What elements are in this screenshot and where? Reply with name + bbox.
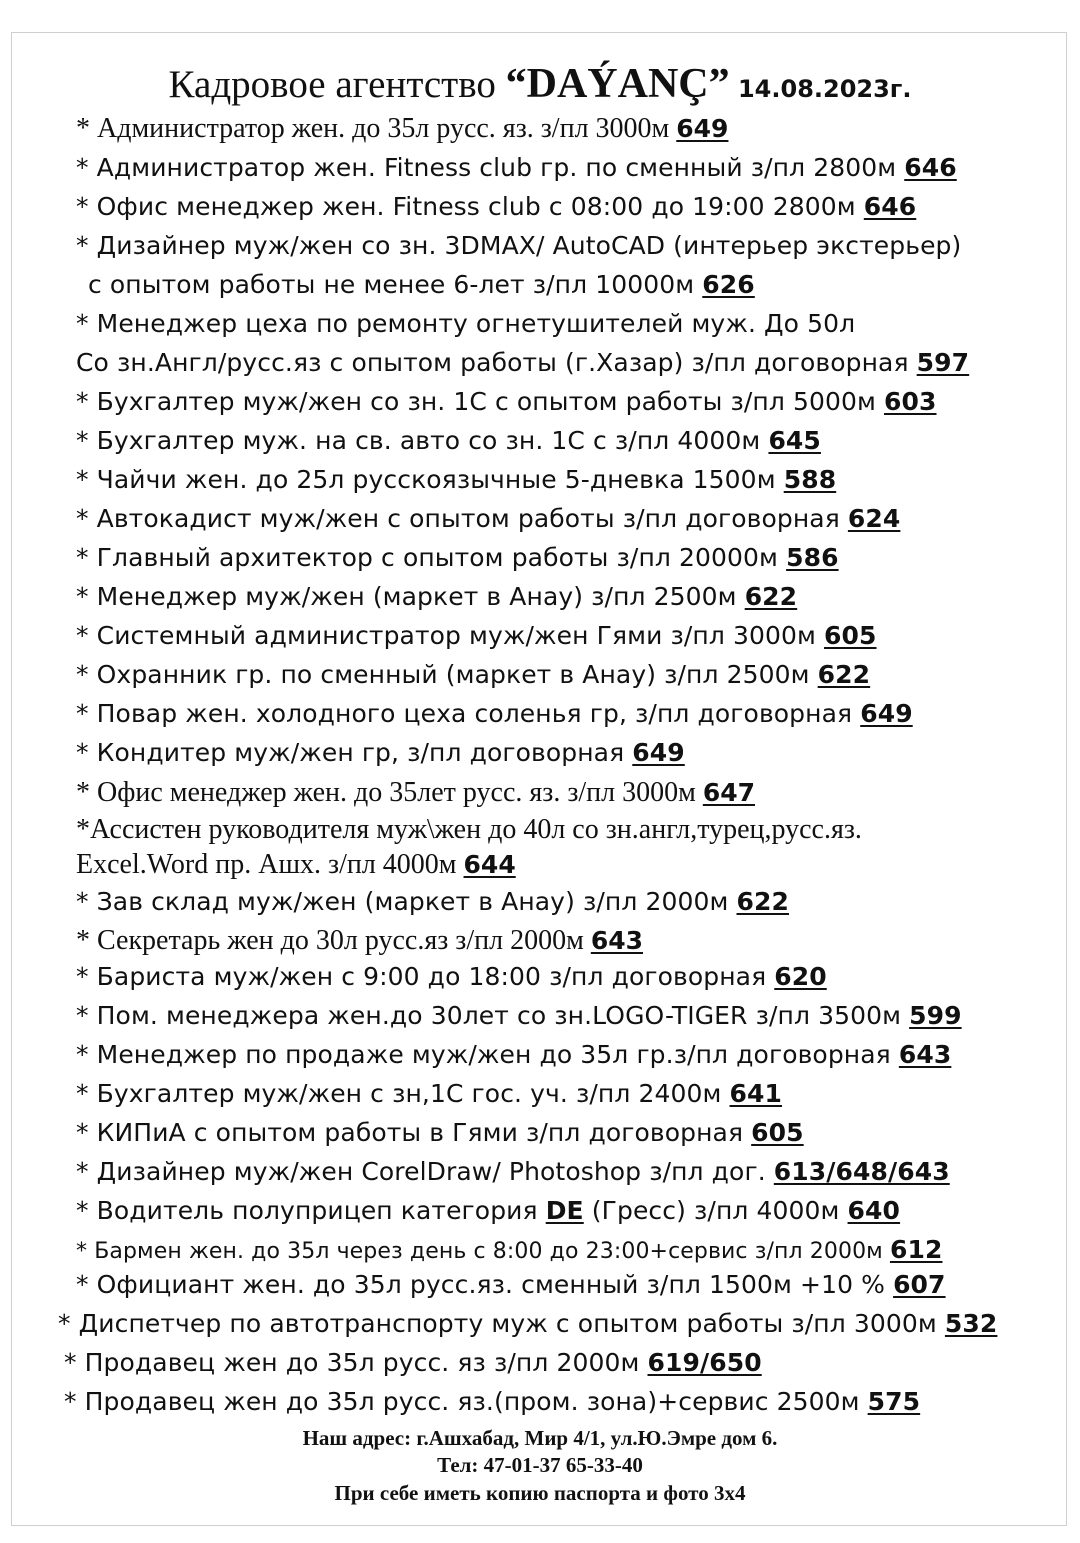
vacancy-line	[76, 428, 821, 453]
vacancy-code: 643	[590, 926, 643, 955]
vacancy-text: * Водитель полуприцеп категория	[76, 1196, 546, 1225]
vacancy-line	[76, 350, 969, 375]
vacancy-code: 605	[751, 1118, 804, 1147]
vacancy-text: * Главный архитектор с опытом работы з/пл 20000м	[76, 543, 787, 572]
vacancy-code: 607	[893, 1270, 946, 1299]
title-date: 14.08.2023г.	[729, 75, 912, 103]
vacancy-line	[76, 389, 937, 414]
vacancy-code: 619/650	[647, 1348, 762, 1377]
vacancy-text: * Дизайнер муж/жен со зн. 3DMAX/ AutoCAD (интерьер экстерьер)	[76, 231, 962, 260]
vacancy-line	[76, 1159, 950, 1184]
vacancy-text: * Чайчи жен. до 25л русскоязычные 5-дневка 1500м	[76, 465, 784, 494]
vacancy-line	[76, 740, 685, 765]
vacancy-line	[76, 851, 516, 879]
vacancy-line	[76, 816, 862, 844]
vacancy-code: 647	[702, 778, 756, 807]
vacancy-text: * Офис менеджер жен. до 35лет русс. яз. з/пл 3000м	[76, 777, 703, 808]
vacancy-text: * Диспетчер по автотранспорту муж с опытом работы з/пл 3000м	[58, 1309, 945, 1338]
vacancy-code: 588	[783, 465, 837, 494]
vacancy-line	[76, 584, 797, 609]
vacancy-text: * Администратор жен. до 35л русс. яз. з/пл 3000м	[76, 113, 677, 144]
vacancy-code: 644	[463, 850, 516, 879]
vacancy-text: * Системный администратор муж/жен Гями з/пл 3000м	[76, 621, 825, 650]
vacancy-code: 624	[847, 504, 901, 533]
vacancy-line	[76, 1042, 951, 1067]
vacancy-line	[76, 1003, 962, 1028]
vacancy-text: * Продавец жен до 35л русс. яз.(пром. зона)+сервис 2500м	[64, 1387, 868, 1416]
vacancy-text: * Зав склад муж/жен (маркет в Анау) з/пл 2000м	[76, 887, 737, 916]
vacancy-line	[76, 506, 900, 531]
vacancy-line	[58, 1311, 997, 1336]
vacancy-text: * Пом. менеджера жен.до 30лет со зн.LOGO-TIGER з/пл 3500м	[76, 1001, 910, 1030]
vacancy-code: 586	[786, 543, 839, 572]
vacancy-code: 626	[702, 270, 755, 299]
vacancy-code: 603	[884, 387, 937, 416]
vacancy-code: 646	[904, 153, 957, 182]
vacancy-code: 649	[632, 738, 685, 767]
footer-phones: Тел: 47-01-37 65-33-40	[437, 1453, 643, 1477]
vacancy-text: * Бухгалтер муж/жен со зн. 1С с опытом работы з/пл 5000м	[76, 387, 885, 416]
vacancy-text: * Повар жен. холодного цеха соленья гр, з/пл договорная	[76, 699, 861, 728]
vacancy-line	[76, 1272, 946, 1297]
vacancy-text: * Бухгалтер муж. на св. авто со зн. 1С с з/пл 4000м	[76, 426, 769, 455]
vacancy-line	[88, 272, 755, 297]
vacancy-code: 622	[744, 582, 798, 611]
footer-note: При себе иметь копию паспорта и фото 3х4	[334, 1481, 746, 1505]
vacancy-line	[76, 927, 643, 955]
vacancy-text: * Менеджер муж/жен (маркет в Анау) з/пл 2500м	[76, 582, 745, 611]
vacancy-line	[64, 1389, 920, 1414]
vacancy-code: 649	[676, 114, 729, 143]
vacancy-code: 575	[867, 1387, 921, 1416]
vacancy-code: 612	[889, 1235, 943, 1264]
vacancy-text: * Автокадист муж/жен с опытом работы з/пл договорная	[76, 504, 848, 533]
vacancy-code: 640	[847, 1196, 901, 1225]
footer-address: Наш адрес: г.Ашхабад, Мир 4/1, ул.Ю.Эмре дом 6.	[302, 1426, 778, 1450]
vacancy-code: 620	[774, 962, 827, 991]
vacancy-line	[64, 1350, 762, 1375]
title-brand: “DAÝANÇ”	[505, 61, 730, 107]
vacancy-code: 641	[729, 1079, 783, 1108]
vacancy-line	[76, 779, 755, 807]
vacancy-text: * Администратор жен. Fitness club гр. по сменный з/пл 2800м	[76, 153, 905, 182]
vacancy-text: Со зн.Англ/русс.яз с опытом работы (г.Хазар) з/пл договорная	[76, 348, 917, 377]
vacancy-line	[76, 311, 855, 336]
vacancy-text: * Кондитер муж/жен гр, з/пл договорная	[76, 738, 633, 767]
vacancy-text: *Ассистен руководителя муж\жен до 40л со зн.англ,турец,русс.яз.	[76, 814, 862, 845]
vacancy-line	[76, 115, 728, 143]
vacancy-text: * Бариста муж/жен с 9:00 до 18:00 з/пл договорная	[76, 962, 775, 991]
vacancy-line	[76, 1081, 782, 1106]
vacancy-text: * Бухгалтер муж/жен с зн,1С гос. уч. з/пл 2400м	[76, 1079, 730, 1108]
vacancy-line	[76, 889, 789, 914]
vacancy-line	[76, 1237, 942, 1263]
vacancy-line	[76, 1198, 900, 1223]
vacancy-code: 646	[863, 192, 917, 221]
vacancy-code: 532	[944, 1309, 998, 1338]
vacancy-code: 599	[909, 1001, 962, 1030]
vacancy-line	[76, 155, 957, 180]
page-title	[0, 60, 1080, 108]
vacancy-line	[76, 467, 836, 492]
vacancy-line	[76, 623, 877, 648]
title-agency: Кадровое агентство	[168, 63, 506, 106]
vacancy-code: 597	[916, 348, 970, 377]
vacancy-line	[76, 701, 913, 726]
vacancy-text: * Менеджер цеха по ремонту огнетушителей муж. До 50л	[76, 309, 856, 338]
vacancy-text: * Бармен жен. до 35л через день с 8:00 до 23:00+сервис з/пл 2000м	[76, 1239, 890, 1264]
vacancy-code: 645	[768, 426, 821, 455]
vacancy-code: 649	[860, 699, 913, 728]
vacancy-code: 643	[898, 1040, 952, 1069]
vacancy-text: * Офис менеджер жен. Fitness club с 08:00 до 19:00 2800м	[76, 192, 864, 221]
vacancy-line	[76, 662, 870, 687]
vacancy-text: * Охранник гр. по сменный (маркет в Анау) з/пл 2500м	[76, 660, 818, 689]
vacancy-code: 622	[736, 887, 789, 916]
vacancy-text: * Продавец жен до 35л русс. яз з/пл 2000м	[64, 1348, 648, 1377]
vacancy-code: 622	[817, 660, 871, 689]
vacancy-text: * Дизайнер муж/жен CorelDraw/ Photoshop з/пл дог.	[76, 1157, 774, 1186]
vacancy-text: * Менеджер по продаже муж/жен до 35л гр.з/пл договорная	[76, 1040, 899, 1069]
vacancy-text: Excel.Word пр. Ашх. з/пл 4000м	[76, 849, 464, 880]
vacancy-line	[76, 1120, 804, 1145]
vacancy-text-tail: (Гресс) з/пл 4000м	[583, 1196, 848, 1225]
vacancy-category: DE	[545, 1196, 584, 1225]
vacancy-line	[76, 194, 916, 219]
vacancy-line	[76, 233, 961, 258]
vacancy-line	[76, 964, 827, 989]
vacancy-code: 613/648/643	[773, 1157, 950, 1186]
vacancy-code: 605	[824, 621, 877, 650]
vacancy-text: с опытом работы не менее 6-лет з/пл 10000м	[88, 270, 703, 299]
vacancy-line	[76, 545, 839, 570]
vacancy-text: * Секретарь жен до 30л русс.яз з/пл 2000м	[76, 925, 591, 956]
vacancy-text: * КИПиА с опытом работы в Гями з/пл договорная	[76, 1118, 752, 1147]
vacancy-text: * Официант жен. до 35л русс.яз. сменный з/пл 1500м +10 %	[76, 1270, 894, 1299]
